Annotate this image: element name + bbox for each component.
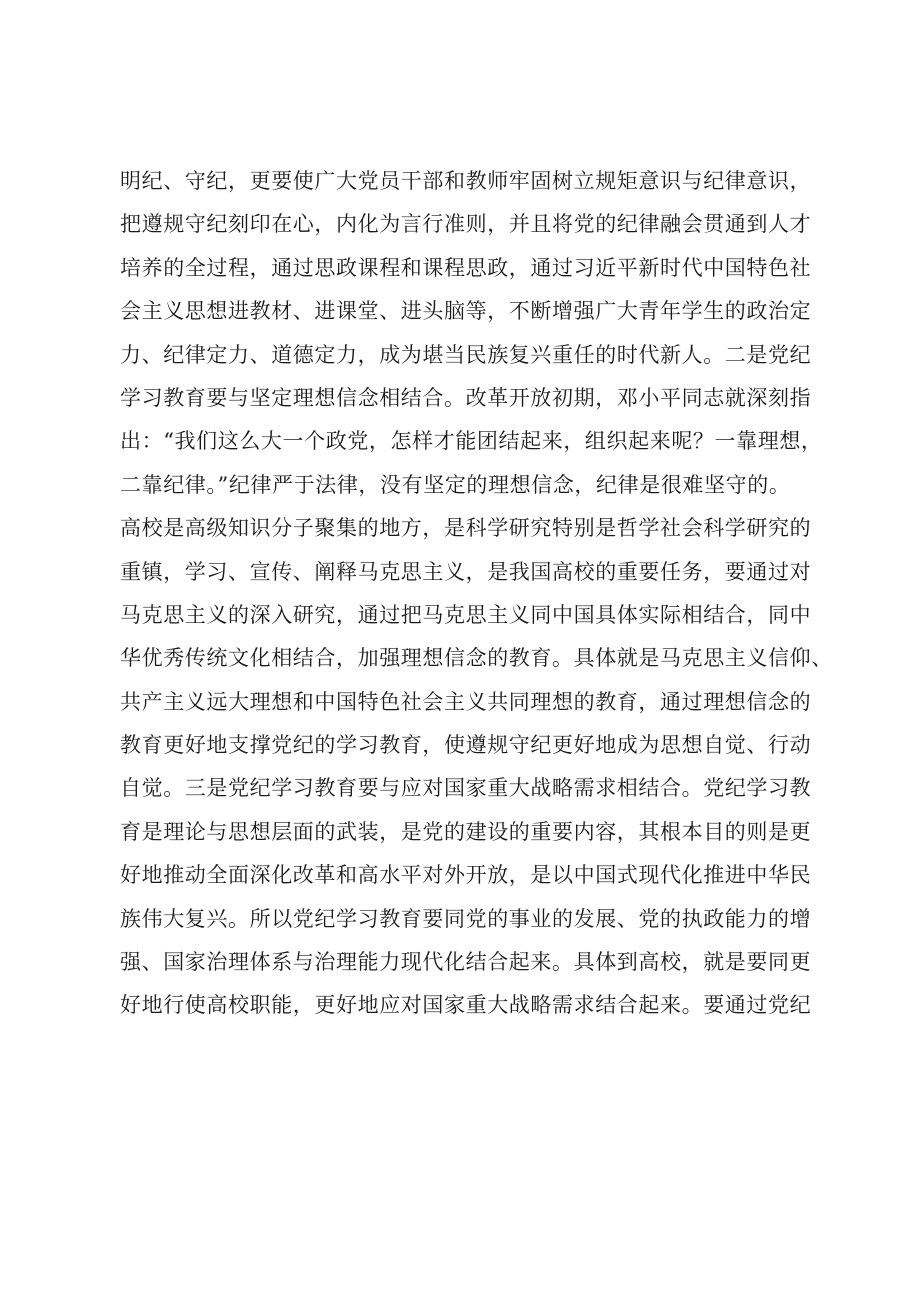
text-line-5: 力、纪律定力、道德定力，成为堪当民族复兴重任的时代新人。二是党纪 — [120, 342, 812, 367]
text-line-20: 好地行使高校职能，更好地应对国家重大战略需求结合起来。要通过党纪 — [120, 993, 812, 1018]
text-line-3: 培养的全过程，通过思政课程和课程思政，通过习近平新时代中国特色社 — [120, 255, 812, 280]
text-line-17: 好地推动全面深化改革和高水平对外开放，是以中国式现代化推进中华民 — [120, 863, 812, 888]
text-line-15: 自觉。三是党纪学习教育要与应对国家重大战略需求相结合。党纪学习教 — [120, 776, 812, 801]
text-line-8: 二靠纪律。”纪律严于法律，没有坚定的理想信念，纪律是很难坚守的。 — [120, 472, 791, 497]
text-line-18: 族伟大复兴。所以党纪学习教育要同党的事业的发展、党的执政能力的增 — [120, 906, 812, 931]
text-line-13: 共产主义远大理想和中国特色社会主义共同理想的教育，通过理想信念的 — [120, 689, 812, 714]
text-line-2: 把遵规守纪刻印在心，内化为言行准则，并且将党的纪律融会贯通到人才 — [120, 212, 812, 237]
text-line-1: 明纪、守纪，更要使广大党员干部和教师牢固树立规矩意识与纪律意识， — [120, 169, 812, 193]
text-line-9: 高校是高级知识分子聚集的地方，是科学研究特别是哲学社会科学研究的 — [120, 516, 812, 541]
text-line-11: 马克思主义的深入研究，通过把马克思主义同中国具体实际相结合，同中 — [120, 602, 812, 627]
text-line-12: 华优秀传统文化相结合，加强理想信念的教育。具体就是马克思主义信仰、 — [120, 646, 833, 671]
body-text — [120, 160, 840, 1028]
text-line-4: 会主义思想进教材、进课堂、进头脑等，不断增强广大青年学生的政治定 — [120, 299, 812, 324]
text-line-10: 重镇，学习、宣传、阐释马克思主义，是我国高校的重要任务，要通过对 — [120, 559, 812, 584]
text-line-16: 育是理论与思想层面的武装，是党的建设的重要内容，其根本目的则是更 — [120, 819, 812, 844]
text-line-19: 强、国家治理体系与治理能力现代化结合起来。具体到高校，就是要同更 — [120, 950, 812, 975]
text-line-7: 出：“我们这么大一个政党，怎样才能团结起来，组织起来呢？一靠理想， — [120, 429, 823, 454]
text-line-6: 学习教育要与坚定理想信念相结合。改革开放初期，邓小平同志就深刻指 — [120, 385, 812, 410]
text-line-14: 教育更好地支撑党纪的学习教育，使遵规守纪更好地成为思想自觉、行动 — [120, 733, 812, 758]
